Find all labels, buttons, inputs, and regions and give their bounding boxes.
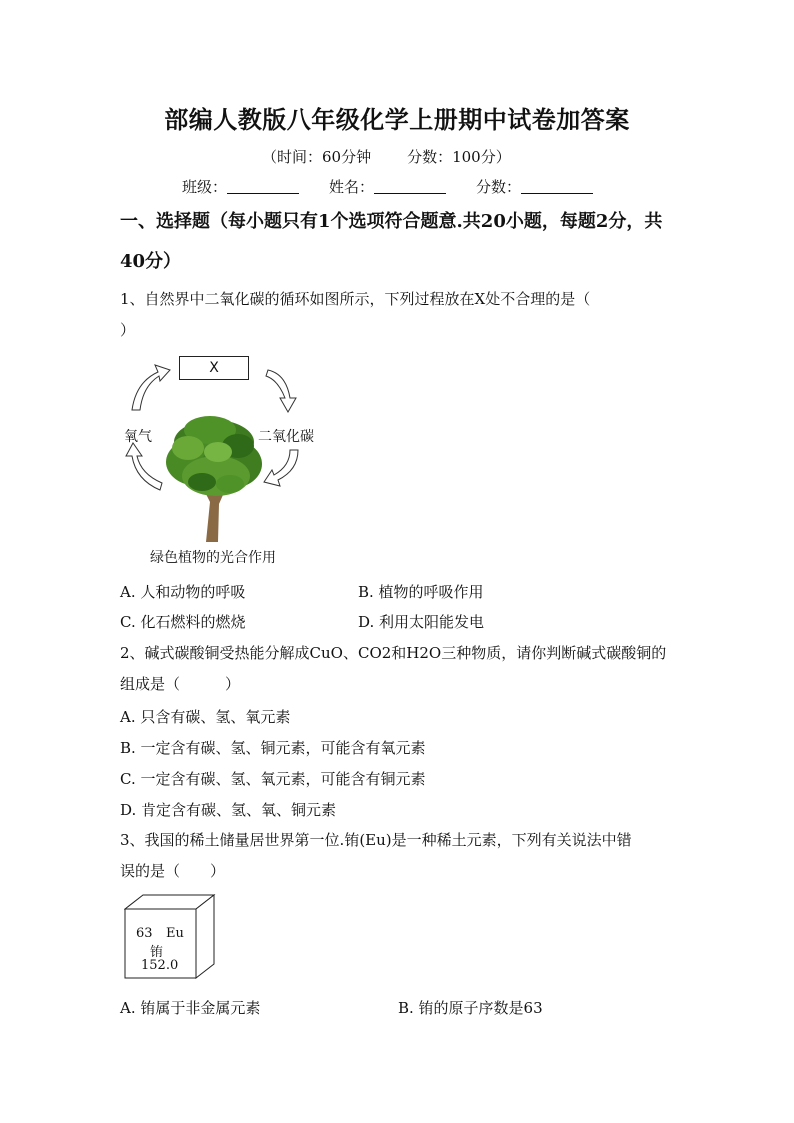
- q1-option-d[interactable]: D. 利用太阳能发电: [358, 613, 485, 631]
- arrow-tree-to-o2-icon: [126, 443, 162, 490]
- student-info-line: [182, 176, 593, 197]
- arrow-x-to-co2-icon: [266, 370, 296, 412]
- atomic-number: 63: [136, 926, 153, 941]
- q2-option-b[interactable]: B. 一定含有碳、氢、铜元素，可能含有氧元素: [120, 739, 426, 757]
- q2-option-c[interactable]: C. 一定含有碳、氢、氧元素，可能含有铜元素: [120, 770, 426, 788]
- q2-option-a[interactable]: A. 只含有碳、氢、氧元素: [120, 708, 291, 726]
- element-symbol: Eu: [166, 926, 184, 941]
- element-card: [124, 894, 216, 980]
- question-2-line1: 2、碱式碳酸铜受热能分解成CuO、CO2和H2O三种物质，请你判断碱式碳酸铜的: [120, 644, 667, 662]
- q1-option-b[interactable]: B. 植物的呼吸作用: [358, 583, 484, 601]
- oxygen-label: 氧气: [124, 429, 152, 445]
- question-1-line1: 1、自然界中二氧化碳的循环如图所示，下列过程放在X处不合理的是（: [120, 290, 591, 308]
- element-name: 铕: [150, 945, 164, 960]
- class-label: 班级：: [182, 178, 228, 196]
- question-2-stem: [120, 638, 680, 700]
- q1-option-c[interactable]: C. 化石燃料的燃烧: [120, 613, 246, 631]
- section-heading: [120, 202, 690, 282]
- question-3-line2: 误的是（ ）: [120, 862, 226, 880]
- x-box: X: [179, 356, 249, 380]
- question-1-line2: ）: [120, 321, 136, 339]
- atomic-mass: 152.0: [141, 958, 179, 973]
- score-info: 分数：100分）: [407, 148, 511, 166]
- time-info: （时间：60分钟: [262, 148, 372, 166]
- q3-option-a[interactable]: A. 铕属于非金属元素: [120, 999, 261, 1017]
- class-blank[interactable]: [227, 177, 299, 194]
- score-blank[interactable]: [521, 177, 593, 194]
- co2-label: 二氧化碳: [258, 429, 314, 445]
- q3-option-b[interactable]: B. 铕的原子序数是63: [398, 999, 543, 1017]
- diagram-caption: 绿色植物的光合作用: [150, 550, 276, 566]
- exam-meta: [262, 146, 511, 167]
- page-title: 部编人教版八年级化学上册期中试卷加答案: [164, 105, 630, 134]
- section-heading-line1: 一、选择题（每小题只有1个选项符合题意.共20小题，每题2分，共: [120, 211, 663, 232]
- question-1-stem: [120, 284, 680, 346]
- tree-icon: [166, 416, 262, 542]
- arrow-co2-to-tree-icon: [264, 450, 298, 486]
- section-heading-line2: 40分）: [120, 251, 182, 272]
- carbon-cycle-diagram: [118, 352, 350, 572]
- question-3-line1: 3、我国的稀土储量居世界第一位.铕(Eu)是一种稀土元素，下列有关说法中错: [120, 831, 632, 849]
- name-blank[interactable]: [374, 177, 446, 194]
- cycle-arrows: [118, 352, 350, 552]
- question-2-line2: 组成是（ ）: [120, 675, 241, 693]
- q1-option-a[interactable]: A. 人和动物的呼吸: [120, 583, 246, 601]
- arrow-to-x-icon: [132, 365, 170, 410]
- question-3-stem: [120, 825, 680, 887]
- name-label: 姓名：: [329, 178, 375, 196]
- q2-option-d[interactable]: D. 肯定含有碳、氢、氧、铜元素: [120, 801, 337, 819]
- score-label: 分数：: [476, 178, 522, 196]
